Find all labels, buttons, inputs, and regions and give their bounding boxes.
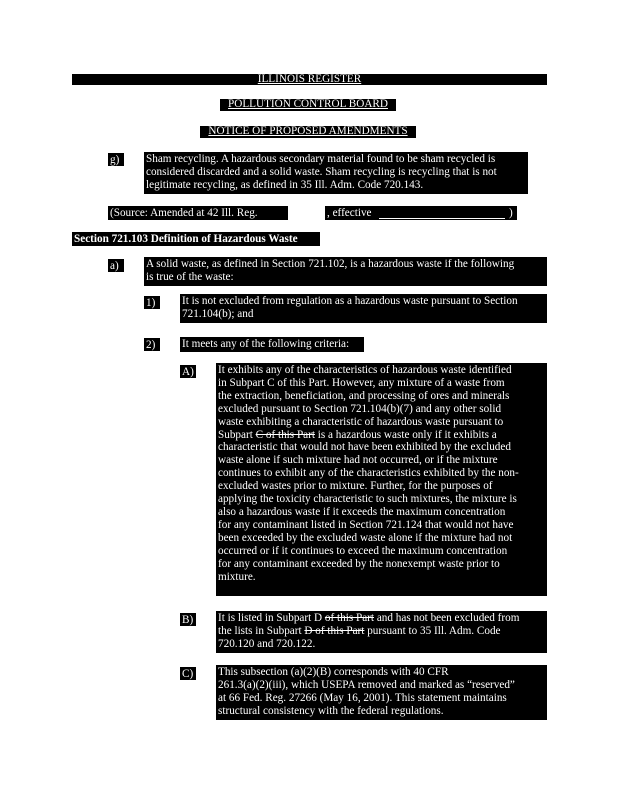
item-C-line: 261.3(a)(2)(iii), which USEPA removed and marked as “reserved” xyxy=(218,678,515,691)
item-2-line: It meets any of the following criteria: xyxy=(182,338,350,350)
source-prefix-text: (Source: Amended at 42 Ill. Reg. xyxy=(110,207,258,219)
para-g-marker-text: g) xyxy=(110,154,120,166)
item-2-text xyxy=(180,337,364,352)
para-a-line: is true of the waste: xyxy=(146,270,234,283)
para-g-text xyxy=(144,152,528,194)
item-B-text xyxy=(216,611,547,653)
item-1-line: It is not excluded from regulation as a hazardous waste pursuant to Section xyxy=(182,295,518,307)
item-A-text xyxy=(216,363,547,596)
board-title: POLLUTION CONTROL BOARD xyxy=(228,98,388,110)
item-2-marker-text: 2) xyxy=(146,339,156,351)
item-B-marker xyxy=(180,613,196,626)
struck-text: C of this Part xyxy=(255,428,315,441)
para-g-marker xyxy=(108,153,124,166)
item-A-line: mixture. xyxy=(218,570,256,583)
item-A-line: for any contaminant listed in Section 721.124 that would not have xyxy=(218,518,514,531)
source-close-text: ) xyxy=(509,207,513,219)
item-A-line: waste exhibiting a characteristic of hazardous waste pursuant to xyxy=(218,415,504,428)
item-C-text xyxy=(216,665,547,720)
item-1-text xyxy=(180,294,547,323)
item-C-line: structural consistency with the federal regulations. xyxy=(218,704,444,717)
source-effective-text: , effective xyxy=(327,207,372,219)
item-B-line: It is listed in Subpart D of this Part and has not been excluded from xyxy=(218,612,520,624)
item-C-line: at 66 Fed. Reg. 27266 (May 16, 2001). This statement maintains xyxy=(218,691,507,704)
item-A-line: waste alone if such mixture had not occurred, or if the mixture xyxy=(218,454,498,467)
item-1-line: 721.104(b); and xyxy=(182,307,254,320)
item-A-line: excluded pursuant to Section 721.104(b)(7) and any other solid xyxy=(218,402,502,415)
item-A-line: for any contaminant exceeded by the nonexempt waste prior to xyxy=(218,557,500,570)
item-A-line: the extraction, beneficiation, and processing of ores and minerals xyxy=(218,389,510,402)
para-a-marker-text: a) xyxy=(110,260,119,272)
para-a-marker xyxy=(108,259,124,272)
item-A-marker xyxy=(180,365,196,378)
item-A-line: been exceeded by the excluded waste alone if the mixture had not xyxy=(218,531,513,544)
item-A-line: also a hazardous waste if it exceeds the maximum concentration xyxy=(218,505,506,518)
item-A-line: characteristic that would not have been exhibited by the excluded xyxy=(218,441,511,454)
item-A-line: in Subpart C of this Part. However, any mixture of a waste from xyxy=(218,376,505,389)
item-A-line: occurred or if it continues to exceed the maximum concentration xyxy=(218,544,508,557)
source-close xyxy=(509,206,517,220)
source-effective xyxy=(325,206,377,220)
para-g-line: Sham recycling. A hazardous secondary material found to be sham recycled is xyxy=(146,153,496,165)
source-prefix xyxy=(108,206,288,220)
item-2-marker xyxy=(144,338,160,351)
item-A-line: continues to exhibit any of the characteristics exhibited by the non- xyxy=(218,467,519,480)
section-heading-text: Section 721.103 Definition of Hazardous Waste xyxy=(74,233,298,245)
item-A-marker-text: A) xyxy=(182,366,194,378)
source-blank-line xyxy=(379,218,505,219)
item-1-marker-text: 1) xyxy=(146,297,156,309)
para-a-line: A solid waste, as defined in Section 721.102, is a hazardous waste if the following xyxy=(146,258,515,270)
item-B-line: 720.120 and 720.122. xyxy=(218,637,316,650)
register-title: ILLINOIS REGISTER xyxy=(257,73,362,85)
item-B-line: the lists in Subpart D of this Part pursuant to 35 Ill. Adm. Code xyxy=(218,624,501,637)
item-C-marker xyxy=(180,667,196,680)
item-B-marker-text: B) xyxy=(182,614,194,626)
para-g-line: legitimate recycling, as defined in 35 Ill. Adm. Code 720.143. xyxy=(146,178,424,191)
para-a-text xyxy=(144,257,547,286)
item-C-marker-text: C) xyxy=(182,668,194,680)
para-g-line: considered discarded and a solid waste. Sham recycling is recycling that is not xyxy=(146,165,497,178)
notice-title: NOTICE OF PROPOSED AMENDMENTS xyxy=(208,125,408,137)
item-A-line: Subpart C of this Part is a hazardous waste only if it exhibits a xyxy=(218,428,497,441)
struck-text: of this Part xyxy=(324,612,375,624)
section-heading xyxy=(72,232,320,246)
struck-text: D of this Part xyxy=(304,624,365,637)
item-C-line: This subsection (a)(2)(B) corresponds with 40 CFR xyxy=(218,666,449,678)
item-A-line: It exhibits any of the characteristics of hazardous waste identified xyxy=(218,364,512,376)
item-1-marker xyxy=(144,296,160,309)
item-A-line: applying the toxicity characteristic to such mixtures, the mixture is xyxy=(218,493,517,506)
item-A-line: excluded wastes prior to mixture. Further, for the purposes of xyxy=(218,480,493,493)
